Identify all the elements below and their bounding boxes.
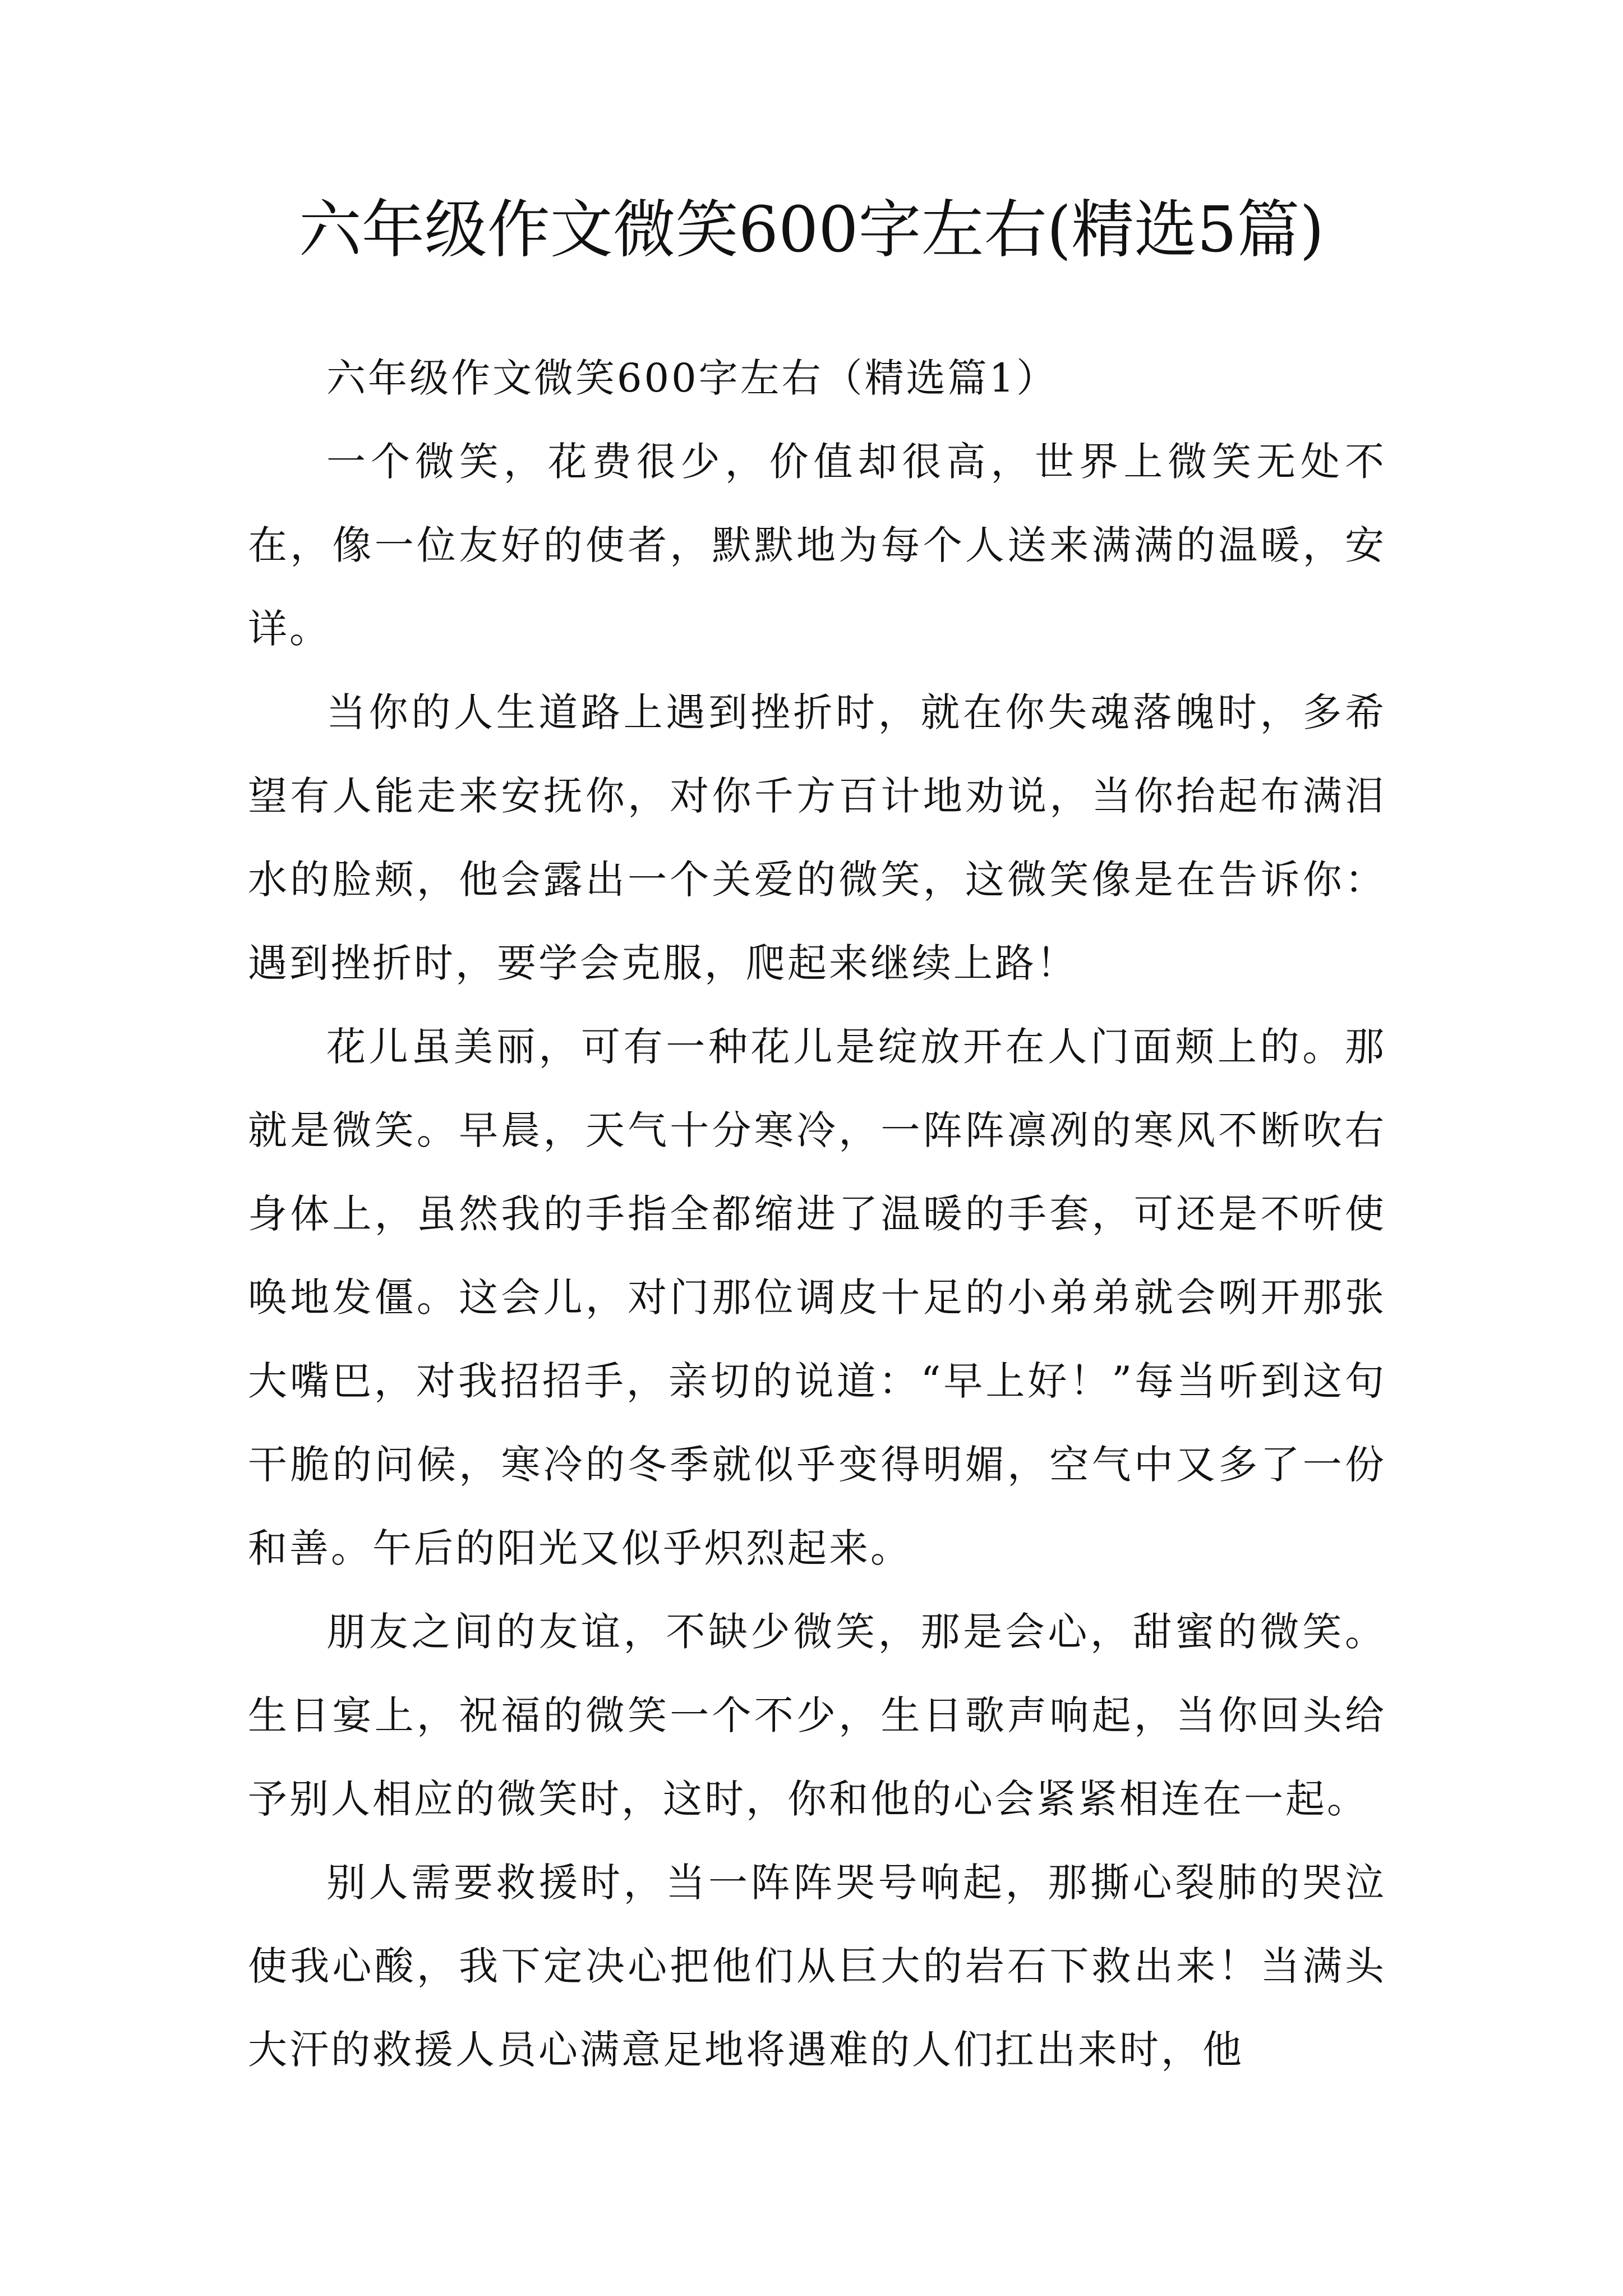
document-title: 六年级作文微笑600字左右(精选5篇) [298,194,1325,266]
section-heading: 六年级作文微笑600字左右（精选篇1） [326,355,1058,401]
document-body [248,337,1386,2092]
paragraph: 花儿虽美丽，可有一种花儿是绽放开在人门面颊上的。那就是微笑。早晨，天气十分寒冷，一阵阵凛冽的寒风不断吹右身体上，虽然我的手指全都缩进了温暖的手套，可还是不听使唤地发僵。这会儿，对门那位调皮十足的小弟弟就会咧开那张大嘴巴，对我招招手，亲切的说道：“早上好！”每当听到这句干脆的问候，寒冷的冬季就似乎变得明媚，空气中又多了一份和善。午后的阳光又似乎炽烈起来。 [248,1024,1386,1571]
paragraph: 朋友之间的友谊，不缺少微笑，那是会心，甜蜜的微笑。生日宴上，祝福的微笑一个不少，生日歌声响起，当你回头给予别人相应的微笑时，这时，你和他的心会紧紧相连在一起。 [248,1609,1386,1822]
paragraph: 别人需要救援时，当一阵阵哭号响起，那撕心裂肺的哭泣使我心酸，我下定决心把他们从巨大的岩石下救出来！当满头大汗的救援人员心满意足地将遇难的人们扛出来时，他 [248,1860,1386,2073]
paragraph: 当你的人生道路上遇到挫折时，就在你失魂落魄时，多希望有人能走来安抚你，对你千方百计地劝说，当你抬起布满泪水的脸颊，他会露出一个关爱的微笑，这微笑像是在告诉你：遇到挫折时，要学会克服，爬起来继续上路！ [248,689,1386,986]
paragraph: 一个微笑，花费很少，价值却很高，世界上微笑无处不在，像一位友好的使者，默默地为每个人送来满满的温暖，安详。 [248,439,1386,652]
